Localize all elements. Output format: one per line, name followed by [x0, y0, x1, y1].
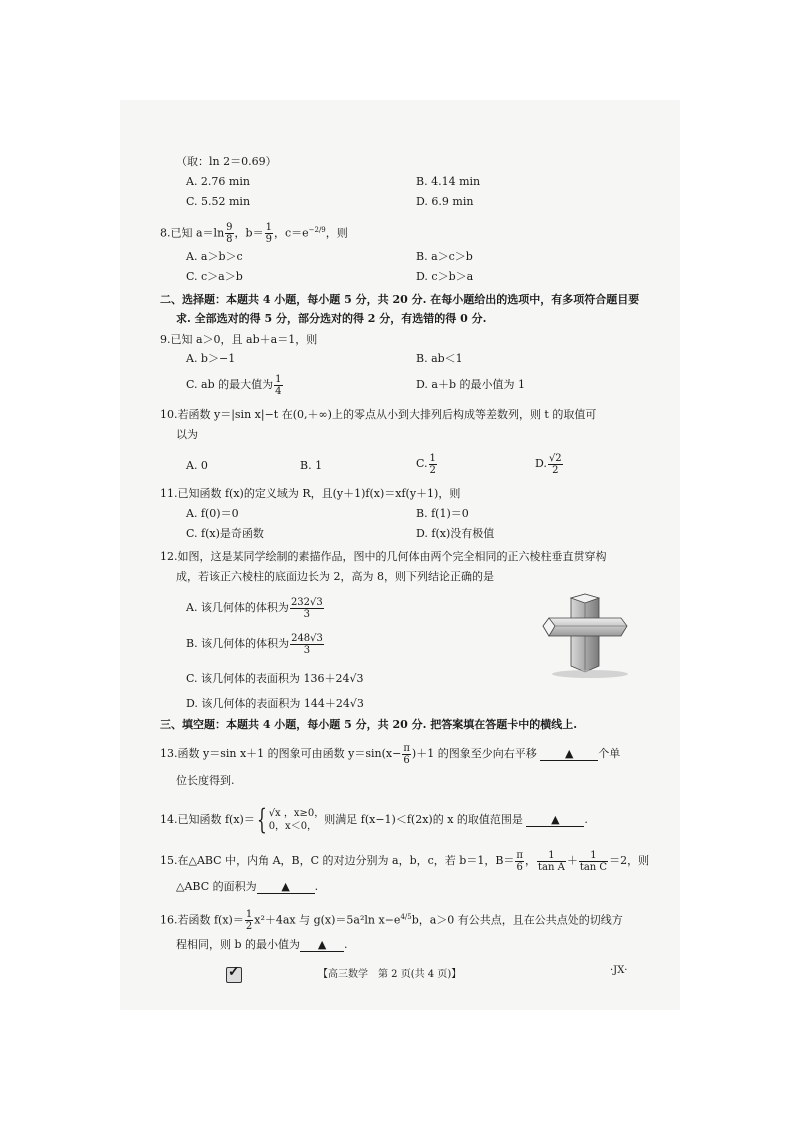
left-brace-icon: {	[256, 803, 267, 836]
q7-option-d: D. 6.9 min	[416, 195, 474, 208]
q8-stem: 8.已知 a＝ln $\frac{9}{8}$ ，b＝ $\frac{1}{9}$ ，$c=e^{-2/9}$，则	[160, 222, 348, 246]
triangle-icon: ▲	[281, 880, 290, 893]
piecewise-cases: √x ，x≥0， 0，x＜0，	[268, 808, 325, 832]
q12-stem-line1: 12.如图，这是某同学绘制的素描作品，图中的几何体由两个完全相同的正六棱柱垂直贯穿构	[160, 550, 607, 563]
q8-option-d: D. c＞b＞a	[416, 270, 474, 283]
q11-option-b: B. f(1)＝0	[416, 507, 469, 520]
q7-note: （取：ln 2＝0.69）	[176, 155, 277, 168]
q8-option-a: A. a＞b＞c	[186, 250, 243, 263]
q13-stem-line2: 位长度得到.	[176, 774, 235, 787]
q15-stem-line2: △ABC 的面积为 ▲ .	[176, 880, 319, 893]
fraction: $\frac{1}{9}$	[265, 222, 272, 246]
q12-stem-line2: 成，若该正六棱柱的底面边长为 2，高为 8，则下列结论正确的是	[176, 570, 494, 583]
section2-heading-line2: 求. 全部选对的得 5 分，部分选对的得 2 分，有选错的得 0 分.	[176, 312, 487, 325]
q11-option-d: D. f(x)没有极值	[416, 527, 495, 540]
section2-heading-line1: 二、选择题：本题共 4 小题，每小题 5 分，共 20 分. 在每小题给出的选项中，有多项符合题目要	[160, 293, 640, 306]
q9-option-b: B. ab＜1	[416, 352, 463, 365]
q12-option-b: B. 该几何体的体积为 $\frac{248√3}{3}$	[186, 632, 323, 656]
q7-option-b: B. 4.14 min	[416, 175, 481, 188]
checkbox-logo-icon: ✓	[226, 967, 242, 983]
fraction: $\frac{\pi}{6}$	[403, 742, 410, 766]
answer-blank	[526, 814, 584, 827]
q9-stem: 9.已知 a＞0，且 ab＋a＝1，则	[160, 333, 318, 346]
q10-option-d: D. $\frac{√2}{2}$	[535, 452, 562, 476]
section3-heading: 三、填空题：本题共 4 小题，每小题 5 分，共 20 分. 把答案填在答题卡中的横线上.	[160, 718, 578, 731]
q10-option-b: B. 1	[300, 459, 323, 472]
q10-stem-line2: 以为	[176, 428, 198, 441]
fraction: $\frac{248√3}{3}$	[291, 632, 323, 656]
q13-stem: 13.函数 y＝sin x＋1 的图象可由函数 y＝sin(x− $\frac{\pi}{6}$ )＋1 的图象至少向右平移 ▲ 个单	[160, 742, 621, 766]
fraction: $\frac{√2}{2}$	[548, 452, 562, 476]
q8-option-c: C. c＞a＞b	[186, 270, 243, 283]
fraction: $\frac{1}{2}$	[245, 909, 253, 933]
q11-stem: 11.已知函数 f(x)的定义域为 R，且(y＋1)f(x)＝xf(y＋1)，则	[160, 487, 461, 500]
footer-code: ·JX·	[610, 965, 628, 976]
fraction: $\frac{1}{\text{tan C}}$	[579, 849, 608, 873]
fraction: $\frac{9}{8}$	[226, 222, 233, 246]
q7-option-a: A. 2.76 min	[186, 175, 250, 188]
q10-option-a: A. 0	[186, 459, 208, 472]
q11-option-a: A. f(0)＝0	[186, 507, 239, 520]
q12-option-c: C. 该几何体的表面积为 136＋24√3	[186, 672, 364, 685]
q15-stem: 15.在△ABC 中，内角 A，B，C 的对边分别为 a，b，c，若 b＝1，B＝ $\frac{\pi}{6}$ ， $\frac{1}{\text{tan A}}$ ＋ $\frac{1}{\text{tan C}}$ ＝2，则	[160, 849, 650, 873]
hexagonal-prisms-figure	[535, 590, 635, 680]
q12-option-d: D. 该几何体的表面积为 144＋24√3	[186, 697, 364, 710]
q11-option-c: C. f(x)是奇函数	[186, 527, 264, 540]
answer-blank	[257, 881, 315, 894]
q8-option-b: B. a＞c＞b	[416, 250, 473, 263]
triangle-icon: ▲	[551, 813, 560, 826]
q10-stem-line1: 10.若函数 y＝|sin x|−t 在(0,＋∞)上的零点从小到大排列后构成等差数列，则 t 的取值可	[160, 408, 597, 421]
fraction: $\frac{232√3}{3}$	[290, 596, 323, 620]
page-footer: 【高三数学 第 2 页(共 4 页)】	[318, 969, 462, 980]
fraction: $\frac{1}{4}$	[275, 373, 282, 397]
fraction: $\frac{1}{\text{tan A}}$	[538, 849, 565, 873]
triangle-icon: ▲	[564, 747, 574, 760]
triangle-icon: ▲	[317, 938, 327, 951]
q12-option-a: A. 该几何体的体积为 $\frac{232√3}{3}$	[186, 596, 323, 620]
q9-option-d: D. a＋b 的最小值为 1	[416, 378, 526, 391]
q10-option-c: C. $\frac{1}{2}$	[416, 452, 436, 476]
q14-stem: 14.已知函数 f(x)＝{ √x ，x≥0， 0，x＜0， 则满足 f(x−1)＜f(2x)的 x 的取值范围是 ▲ .	[160, 803, 588, 836]
q9-option-c: C. ab 的最大值为 $\frac{1}{4}$	[186, 373, 282, 397]
q16-stem: 16.若函数 f(x)＝ $\frac{1}{2}$ x²＋4ax 与 g(x)＝5a²ln $x-e^{4/5}b$，a＞0 有公共点，且在公共点处的切线方	[160, 909, 623, 933]
fraction: $\frac{\pi}{6}$	[516, 849, 523, 873]
q9-option-a: A. b＞−1	[186, 352, 236, 365]
answer-blank	[540, 748, 598, 761]
q7-option-c: C. 5.52 min	[186, 195, 251, 208]
q16-stem-line2: 程相同，则 b 的最小值为 ▲ .	[176, 938, 348, 951]
answer-blank	[300, 939, 344, 952]
fraction: $\frac{1}{2}$	[429, 452, 436, 476]
